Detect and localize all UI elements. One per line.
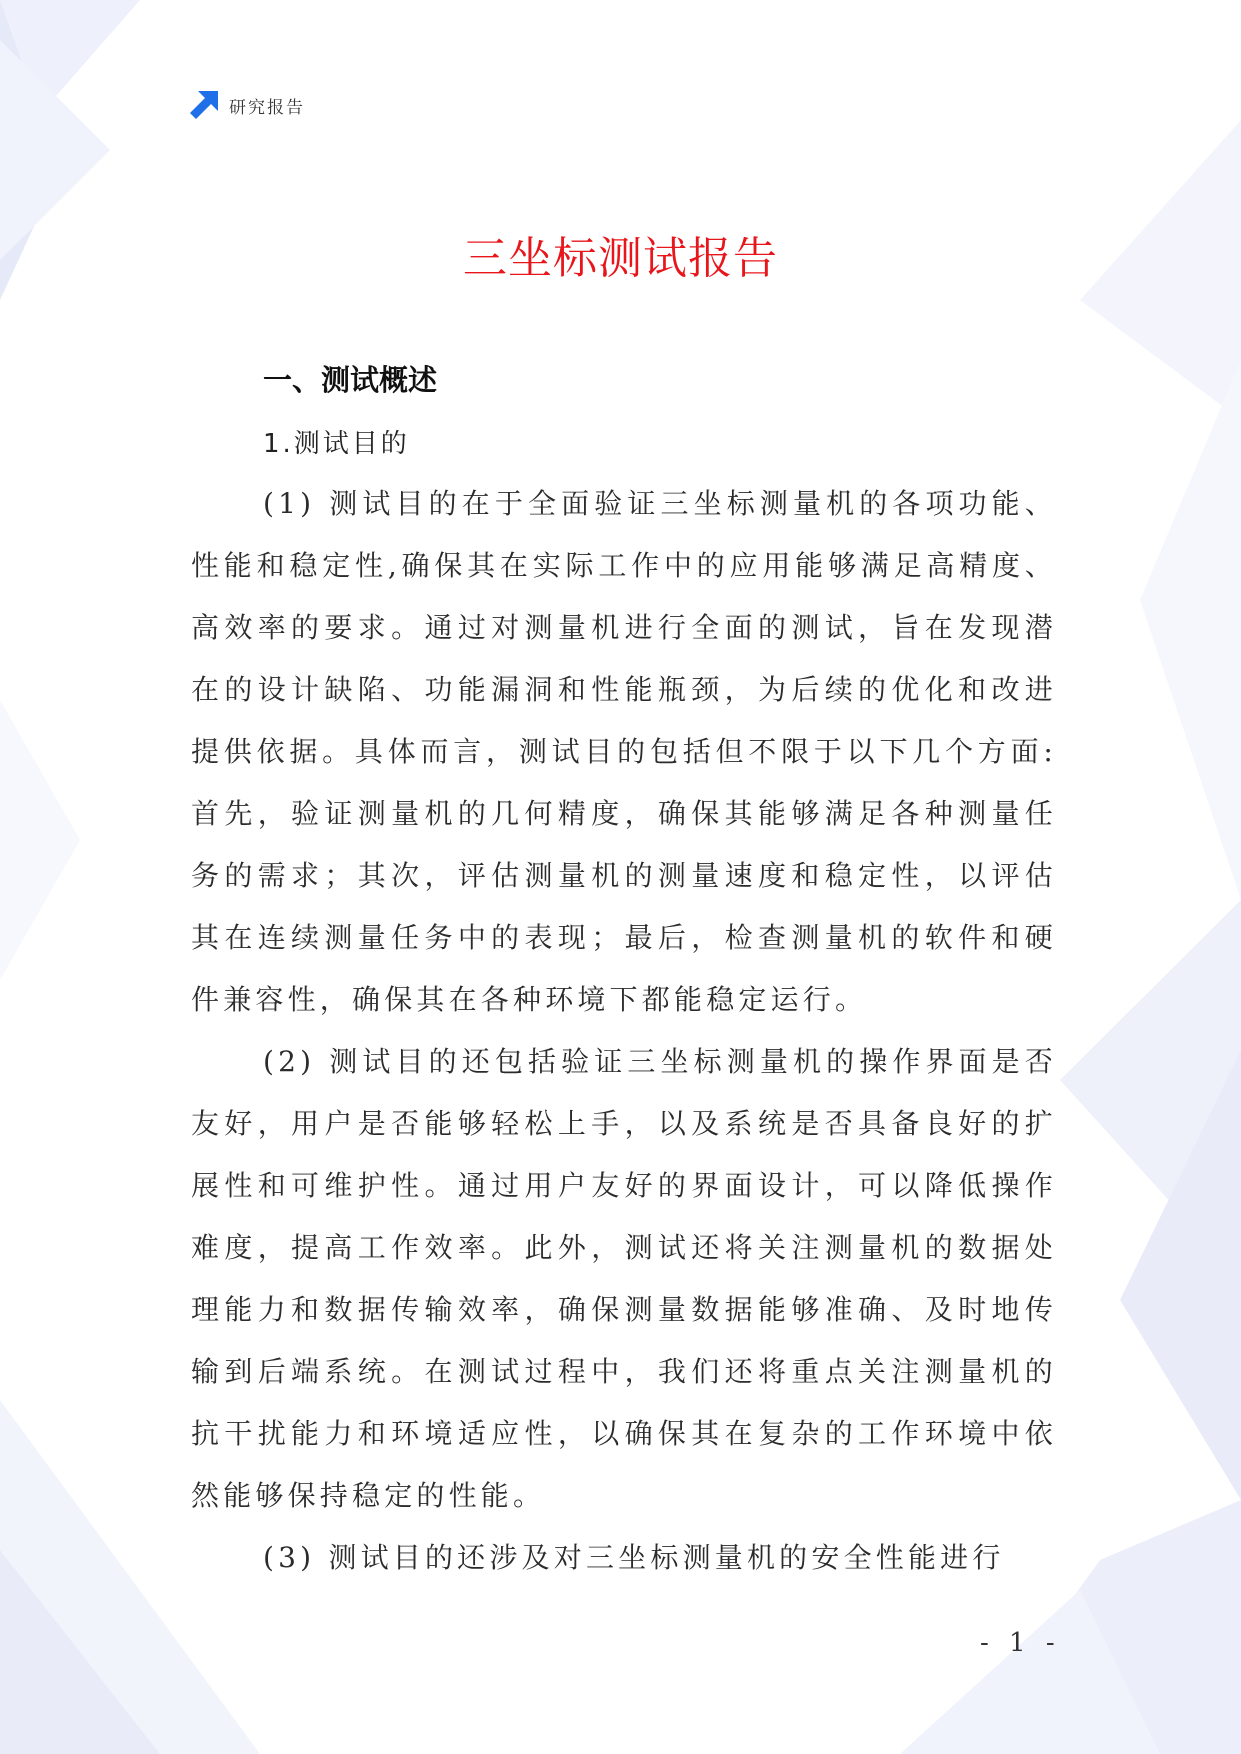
document-body (191, 355, 1057, 1589)
arrow-up-right-icon (187, 88, 221, 122)
page-number: - 1 - (980, 1628, 1061, 1658)
subsection-heading: 1.测试目的 (263, 429, 410, 459)
document-title: 三坐标测试报告 (463, 233, 778, 284)
paragraph-1: (1) 测试目的在于全面验证三坐标测量机的各项功能、性能和稳定性,确保其在实际工作中的应用能够满足高精度、高效率的要求。通过对测量机进行全面的测试，旨在发现潜在的设计缺陷、功能漏洞和性能瓶颈，为后续的优化和改进提供依据。具体而言，测试目的包括但不限于以下几个方面:首先，验证测量机的几何精度，确保其能够满足各种测量任务的需求；其次，评估测量机的测量速度和稳定性，以评估其在连续测量任务中的表现；最后，检查测量机的软件和硬件兼容性，确保其在各种环境下都能稳定运行。 (191, 487, 1057, 1016)
section-heading: 一、测试概述 (263, 363, 438, 397)
report-header (187, 88, 305, 122)
header-label: 研究报告 (229, 97, 305, 118)
paragraph-3: (3) 测试目的还涉及对三坐标测量机的安全性能进行 (263, 1541, 1005, 1574)
paragraph-2: (2) 测试目的还包括验证三坐标测量机的操作界面是否友好，用户是否能够轻松上手，以及系统是否具备良好的扩展性和可维护性。通过用户友好的界面设计，可以降低操作难度，提高工作效率。此外，测试还将关注测量机的数据处理能力和数据传输效率，确保测量数据能够准确、及时地传输到后端系统。在测试过程中，我们还将重点关注测量机的抗干扰能力和环境适应性，以确保其在复杂的工作环境中依然能够保持稳定的性能。 (191, 1045, 1057, 1512)
